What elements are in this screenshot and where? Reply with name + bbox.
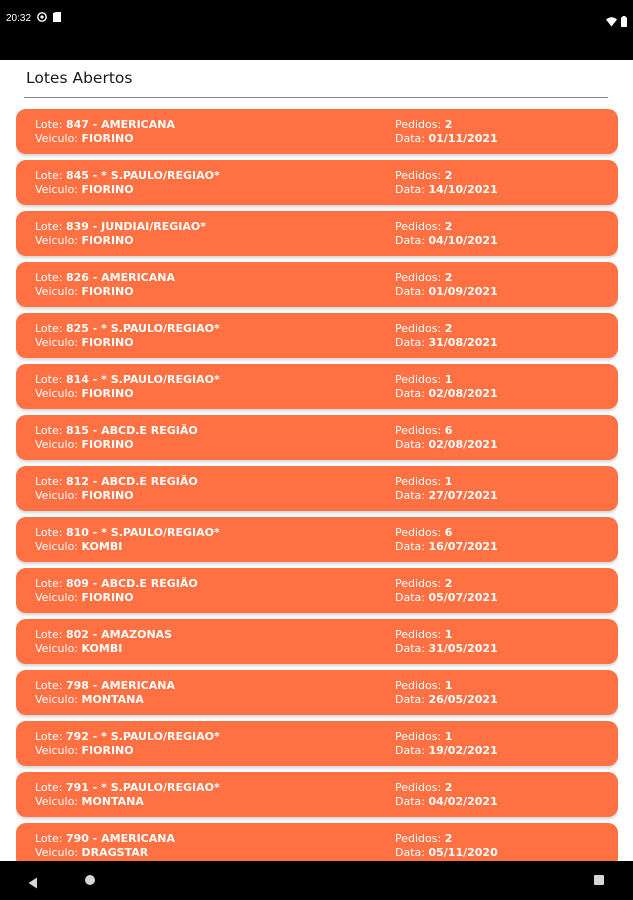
data-line xyxy=(395,489,498,503)
veiculo-line xyxy=(35,795,144,809)
pedidos-value: 2 xyxy=(444,577,453,590)
data-line xyxy=(395,693,498,707)
lote-card[interactable] xyxy=(16,670,618,715)
navigation-bar xyxy=(0,861,633,900)
data-line xyxy=(395,234,498,248)
data-label: Data: xyxy=(395,642,429,655)
lote-line xyxy=(35,118,175,132)
lote-card[interactable] xyxy=(16,721,618,766)
lote-card[interactable] xyxy=(16,262,618,307)
veiculo-value: KOMBI xyxy=(81,642,123,655)
veiculo-value: FIORINO xyxy=(81,285,134,298)
veiculo-label: Veiculo: xyxy=(35,846,82,859)
wifi-icon xyxy=(606,12,617,31)
lote-label: Lote: xyxy=(35,220,66,233)
pedidos-line xyxy=(395,730,452,744)
status-bar xyxy=(0,0,633,60)
data-value: 26/05/2021 xyxy=(428,693,498,706)
lote-card[interactable] xyxy=(16,568,618,613)
data-line xyxy=(395,438,498,452)
data-line xyxy=(395,591,498,605)
lote-line xyxy=(35,169,220,183)
data-label: Data: xyxy=(395,387,429,400)
veiculo-line xyxy=(35,846,148,860)
lote-card[interactable] xyxy=(16,466,618,511)
status-left xyxy=(6,12,61,25)
pedidos-line xyxy=(395,118,452,132)
data-label: Data: xyxy=(395,183,429,196)
veiculo-value: DRAGSTAR xyxy=(81,846,149,859)
lote-card[interactable] xyxy=(16,109,618,154)
pedidos-line xyxy=(395,679,452,693)
lote-line xyxy=(35,628,172,642)
lote-label: Lote: xyxy=(35,526,66,539)
veiculo-label: Veiculo: xyxy=(35,387,82,400)
lote-label: Lote: xyxy=(35,832,66,845)
veiculo-value: FIORINO xyxy=(81,489,134,502)
pedidos-label: Pedidos: xyxy=(395,475,445,488)
lote-card[interactable] xyxy=(16,415,618,460)
pedidos-line xyxy=(395,169,452,183)
lote-line xyxy=(35,220,206,234)
data-value: 27/07/2021 xyxy=(428,489,498,502)
pedidos-line xyxy=(395,424,452,438)
lote-value: 792 - * S.PAULO/REGIAO* xyxy=(65,730,220,743)
lote-value: 798 - AMERICANA xyxy=(65,679,175,692)
lote-card[interactable] xyxy=(16,517,618,562)
pedidos-value: 2 xyxy=(444,271,453,284)
pedidos-label: Pedidos: xyxy=(395,526,445,539)
pedidos-label: Pedidos: xyxy=(395,169,445,182)
data-line xyxy=(395,642,498,656)
lote-label: Lote: xyxy=(35,475,66,488)
data-value: 19/02/2021 xyxy=(428,744,498,757)
veiculo-label: Veiculo: xyxy=(35,183,82,196)
pedidos-value: 2 xyxy=(444,781,453,794)
settings-icon xyxy=(37,12,47,25)
data-label: Data: xyxy=(395,132,429,145)
pedidos-value: 1 xyxy=(444,628,453,641)
veiculo-label: Veiculo: xyxy=(35,132,82,145)
pedidos-label: Pedidos: xyxy=(395,118,445,131)
veiculo-value: MONTANA xyxy=(81,795,144,808)
data-value: 02/08/2021 xyxy=(428,438,498,451)
veiculo-line xyxy=(35,540,122,554)
data-value: 04/10/2021 xyxy=(428,234,498,247)
lote-value: 810 - * S.PAULO/REGIAO* xyxy=(65,526,220,539)
veiculo-line xyxy=(35,744,134,758)
veiculo-value: FIORINO xyxy=(81,336,134,349)
lote-label: Lote: xyxy=(35,271,66,284)
veiculo-value: KOMBI xyxy=(81,540,123,553)
sim-card-icon xyxy=(53,12,61,25)
veiculo-line xyxy=(35,642,122,656)
lote-value: 802 - AMAZONAS xyxy=(65,628,173,641)
veiculo-line xyxy=(35,285,134,299)
pedidos-value: 6 xyxy=(444,526,453,539)
pedidos-value: 2 xyxy=(444,322,453,335)
veiculo-line xyxy=(35,387,134,401)
pedidos-label: Pedidos: xyxy=(395,832,445,845)
pedidos-line xyxy=(395,220,452,234)
pedidos-label: Pedidos: xyxy=(395,373,445,386)
lote-card[interactable] xyxy=(16,619,618,664)
veiculo-label: Veiculo: xyxy=(35,438,82,451)
lote-label: Lote: xyxy=(35,730,66,743)
data-line xyxy=(395,744,498,758)
data-value: 14/10/2021 xyxy=(428,183,498,196)
veiculo-line xyxy=(35,489,134,503)
lote-line xyxy=(35,424,198,438)
data-label: Data: xyxy=(395,234,429,247)
lote-value: 847 - AMERICANA xyxy=(65,118,175,131)
pedidos-line xyxy=(395,271,452,285)
data-label: Data: xyxy=(395,744,429,757)
data-line xyxy=(395,846,498,860)
veiculo-label: Veiculo: xyxy=(35,744,82,757)
veiculo-label: Veiculo: xyxy=(35,285,82,298)
pedidos-label: Pedidos: xyxy=(395,679,445,692)
data-value: 05/07/2021 xyxy=(428,591,498,604)
veiculo-value: FIORINO xyxy=(81,744,134,757)
pedidos-value: 2 xyxy=(444,118,453,131)
veiculo-line xyxy=(35,183,134,197)
home-icon[interactable] xyxy=(85,875,95,885)
pedidos-label: Pedidos: xyxy=(395,730,445,743)
data-label: Data: xyxy=(395,489,429,502)
lote-line xyxy=(35,322,220,336)
lote-line xyxy=(35,832,175,846)
pedidos-label: Pedidos: xyxy=(395,271,445,284)
veiculo-label: Veiculo: xyxy=(35,540,82,553)
lote-value: 825 - * S.PAULO/REGIAO* xyxy=(65,322,220,335)
pedidos-line xyxy=(395,373,452,387)
battery-icon xyxy=(621,12,627,31)
status-right xyxy=(606,12,627,31)
pedidos-value: 1 xyxy=(444,679,453,692)
lote-value: 826 - AMERICANA xyxy=(65,271,175,284)
page-title: Lotes Abertos xyxy=(26,69,133,87)
data-line xyxy=(395,795,498,809)
lote-label: Lote: xyxy=(35,679,66,692)
veiculo-label: Veiculo: xyxy=(35,642,82,655)
data-line xyxy=(395,336,498,350)
data-label: Data: xyxy=(395,591,429,604)
data-value: 01/11/2021 xyxy=(428,132,498,145)
pedidos-label: Pedidos: xyxy=(395,424,445,437)
pedidos-value: 2 xyxy=(444,832,453,845)
lote-label: Lote: xyxy=(35,118,66,131)
lote-value: 839 - JUNDIAI/REGIAO* xyxy=(65,220,206,233)
lote-card[interactable] xyxy=(16,211,618,256)
data-label: Data: xyxy=(395,795,429,808)
veiculo-value: FIORINO xyxy=(81,438,134,451)
lote-line xyxy=(35,526,220,540)
veiculo-label: Veiculo: xyxy=(35,234,82,247)
lote-label: Lote: xyxy=(35,781,66,794)
lote-label: Lote: xyxy=(35,373,66,386)
lote-label: Lote: xyxy=(35,424,66,437)
data-label: Data: xyxy=(395,285,429,298)
lote-label: Lote: xyxy=(35,628,66,641)
veiculo-line xyxy=(35,234,134,248)
veiculo-label: Veiculo: xyxy=(35,591,82,604)
data-line xyxy=(395,132,498,146)
lote-card[interactable] xyxy=(16,160,618,205)
pedidos-label: Pedidos: xyxy=(395,322,445,335)
pedidos-value: 1 xyxy=(444,475,453,488)
veiculo-line xyxy=(35,438,134,452)
pedidos-value: 1 xyxy=(444,730,453,743)
veiculo-line xyxy=(35,693,144,707)
header-divider xyxy=(24,97,608,98)
back-icon[interactable] xyxy=(28,874,38,893)
lote-line xyxy=(35,730,220,744)
lote-label: Lote: xyxy=(35,322,66,335)
data-value: 05/11/2020 xyxy=(428,846,498,859)
lote-card[interactable] xyxy=(16,364,618,409)
data-value: 16/07/2021 xyxy=(428,540,498,553)
veiculo-value: FIORINO xyxy=(81,591,134,604)
data-value: 31/08/2021 xyxy=(428,336,498,349)
data-line xyxy=(395,285,498,299)
data-value: 02/08/2021 xyxy=(428,387,498,400)
veiculo-value: MONTANA xyxy=(81,693,144,706)
recents-icon[interactable] xyxy=(594,875,604,885)
lote-line xyxy=(35,577,198,591)
data-line xyxy=(395,387,498,401)
veiculo-label: Veiculo: xyxy=(35,795,82,808)
lote-line xyxy=(35,373,220,387)
pedidos-line xyxy=(395,322,452,336)
lote-value: 790 - AMERICANA xyxy=(65,832,175,845)
veiculo-value: FIORINO xyxy=(81,234,134,247)
veiculo-label: Veiculo: xyxy=(35,489,82,502)
pedidos-line xyxy=(395,526,452,540)
data-label: Data: xyxy=(395,846,429,859)
lote-label: Lote: xyxy=(35,169,66,182)
pedidos-label: Pedidos: xyxy=(395,220,445,233)
pedidos-line xyxy=(395,781,452,795)
lotes-list[interactable] xyxy=(16,109,618,861)
lote-label: Lote: xyxy=(35,577,66,590)
veiculo-value: FIORINO xyxy=(81,132,134,145)
data-line xyxy=(395,540,498,554)
veiculo-value: FIORINO xyxy=(81,183,134,196)
pedidos-label: Pedidos: xyxy=(395,577,445,590)
lote-value: 845 - * S.PAULO/REGIAO* xyxy=(65,169,220,182)
veiculo-line xyxy=(35,132,134,146)
data-label: Data: xyxy=(395,540,429,553)
veiculo-label: Veiculo: xyxy=(35,693,82,706)
data-label: Data: xyxy=(395,336,429,349)
pedidos-value: 1 xyxy=(444,373,453,386)
lote-line xyxy=(35,475,198,489)
data-line xyxy=(395,183,498,197)
data-label: Data: xyxy=(395,693,429,706)
pedidos-line xyxy=(395,577,452,591)
pedidos-label: Pedidos: xyxy=(395,628,445,641)
lote-value: 812 - ABCD.E REGIÃO xyxy=(65,475,198,488)
veiculo-line xyxy=(35,591,134,605)
pedidos-line xyxy=(395,832,452,846)
lote-card[interactable] xyxy=(16,772,618,817)
lote-line xyxy=(35,271,175,285)
lote-line xyxy=(35,679,175,693)
lote-line xyxy=(35,781,220,795)
veiculo-line xyxy=(35,336,134,350)
lote-card[interactable] xyxy=(16,313,618,358)
veiculo-label: Veiculo: xyxy=(35,336,82,349)
pedidos-label: Pedidos: xyxy=(395,781,445,794)
pedidos-value: 2 xyxy=(444,169,453,182)
veiculo-value: FIORINO xyxy=(81,387,134,400)
data-label: Data: xyxy=(395,438,429,451)
pedidos-value: 2 xyxy=(444,220,453,233)
lote-value: 791 - * S.PAULO/REGIAO* xyxy=(65,781,220,794)
lote-value: 809 - ABCD.E REGIÃO xyxy=(65,577,198,590)
data-value: 31/05/2021 xyxy=(428,642,498,655)
lote-value: 814 - * S.PAULO/REGIAO* xyxy=(65,373,220,386)
data-value: 01/09/2021 xyxy=(428,285,498,298)
lote-value: 815 - ABCD.E REGIÃO xyxy=(65,424,198,437)
lote-card[interactable] xyxy=(16,823,618,861)
status-time: 20:32 xyxy=(6,13,32,24)
pedidos-line xyxy=(395,475,452,489)
pedidos-line xyxy=(395,628,452,642)
pedidos-value: 6 xyxy=(444,424,453,437)
data-value: 04/02/2021 xyxy=(428,795,498,808)
